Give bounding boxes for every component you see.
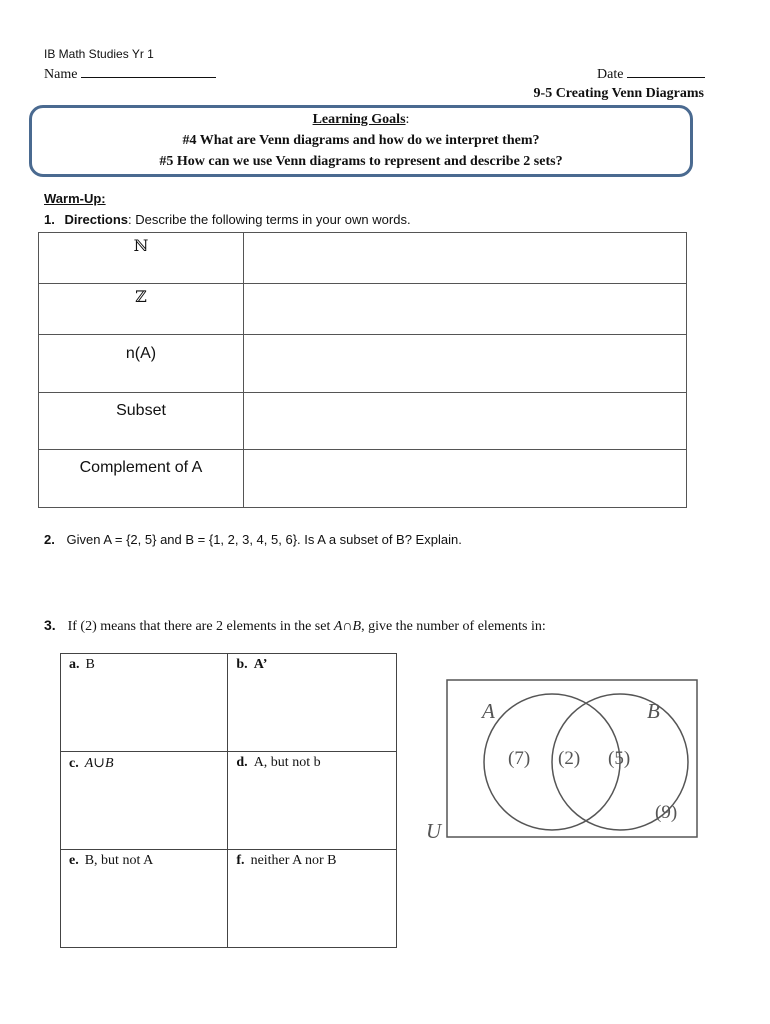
question-3-text: If (2) means that there are 2 elements in the set A∩B, give the number of elements in: (67, 619, 546, 634)
question-1-text: : Describe the following terms in your own words. (128, 212, 411, 227)
question-1-directions: Directions (64, 212, 129, 227)
term-cell: ℕ (39, 233, 244, 284)
part-f-cell[interactable]: f. neither A nor B (228, 850, 397, 948)
set-a-label: A (482, 699, 495, 723)
question-1 (44, 212, 411, 227)
question-3-number: 3. (44, 617, 56, 633)
term-cell: ℤ (39, 284, 244, 335)
term-answer-cell[interactable] (244, 450, 687, 508)
question-2-text: Given A = {2, 5} and B = {1, 2, 3, 4, 5, 6}. Is A a subset of B? Explain. (66, 532, 462, 547)
term-cell: Subset (39, 393, 244, 450)
learning-goals-box (29, 105, 693, 177)
intersection-count: (2) (558, 748, 581, 769)
terms-table (38, 232, 687, 508)
name-field[interactable] (44, 65, 216, 83)
course-name: IB Math Studies Yr 1 (44, 47, 154, 61)
venn-diagram (420, 676, 705, 842)
term-cell: n(A) (39, 335, 244, 393)
only-a-count: (7) (508, 748, 531, 769)
question-3 (44, 617, 546, 635)
date-blank[interactable] (627, 65, 705, 78)
goal-4: #4 What are Venn diagrams and how do we interpret them? (182, 133, 540, 148)
name-blank[interactable] (81, 65, 216, 78)
learning-goals-heading: Learning Goals: (312, 112, 410, 127)
part-a-cell[interactable]: a. B (61, 654, 228, 752)
neither-count: (9) (655, 802, 678, 823)
part-b-cell[interactable]: b. A’ (228, 654, 397, 752)
question-2 (44, 532, 462, 547)
term-answer-cell[interactable] (244, 284, 687, 335)
lesson-title: 9-5 Creating Venn Diagrams (533, 86, 704, 101)
parts-table (60, 653, 397, 948)
date-field[interactable] (597, 65, 705, 83)
goal-5: #5 How can we use Venn diagrams to represent and describe 2 sets? (159, 154, 563, 169)
only-b-count: (5) (608, 748, 631, 769)
question-2-number: 2. (44, 532, 55, 547)
date-label: Date (597, 67, 624, 82)
part-c-cell[interactable]: c. A∪B (61, 752, 228, 850)
universal-label: U (426, 819, 442, 842)
term-answer-cell[interactable] (244, 335, 687, 393)
set-b-label: B (647, 699, 660, 723)
part-d-cell[interactable]: d. A, but not b (228, 752, 397, 850)
term-answer-cell[interactable] (244, 233, 687, 284)
term-answer-cell[interactable] (244, 393, 687, 450)
term-cell: Complement of A (39, 450, 244, 508)
part-e-cell[interactable]: e. B, but not A (61, 850, 228, 948)
question-1-number: 1. (44, 212, 55, 227)
warmup-heading: Warm-Up: (44, 191, 106, 206)
name-label: Name (44, 67, 78, 82)
